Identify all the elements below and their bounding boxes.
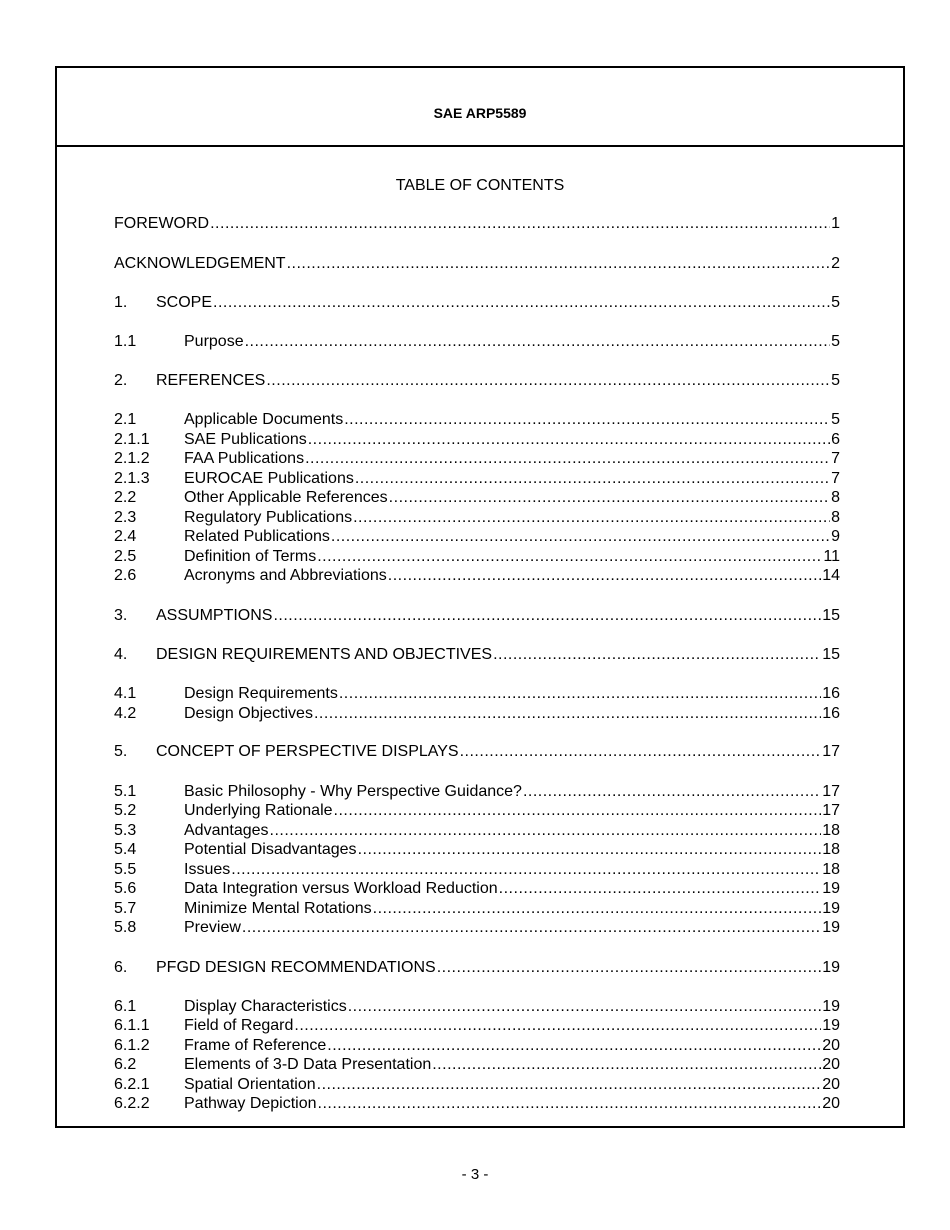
toc-entry-title: FOREWORD	[114, 215, 210, 232]
toc-entry-page: 9	[831, 528, 840, 545]
toc-entry-number: 6.2	[114, 1056, 137, 1073]
toc-title: TABLE OF CONTENTS	[395, 177, 565, 194]
toc-entry[interactable]	[114, 997, 840, 1017]
toc-entry-page: 8	[831, 489, 840, 506]
toc-entry[interactable]	[114, 1036, 840, 1056]
dot-leader	[317, 1075, 822, 1095]
toc-entry[interactable]	[114, 469, 840, 489]
toc-entry-title: PFGD DESIGN RECOMMENDATIONS	[156, 959, 436, 976]
toc-entry-title: Basic Philosophy - Why Perspective Guidance?	[184, 783, 522, 800]
toc-entry-number: 6.1.1	[114, 1017, 150, 1034]
toc-entry-title: Related Publications	[184, 528, 330, 545]
toc-entry-page: 20	[822, 1076, 840, 1093]
toc-entry-title: Definition of Terms	[184, 548, 317, 565]
toc-entry[interactable]	[114, 684, 840, 704]
dot-leader	[460, 742, 822, 762]
toc-entry-page: 19	[822, 919, 840, 936]
dot-leader	[432, 1055, 821, 1075]
toc-entry-page: 1	[831, 215, 840, 232]
toc-entry-title: Other Applicable References	[184, 489, 388, 506]
toc-entry[interactable]	[114, 1075, 840, 1095]
dot-leader	[353, 508, 830, 528]
dot-leader	[499, 879, 822, 899]
toc-entry-page: 18	[822, 841, 840, 858]
dot-leader	[314, 704, 821, 724]
toc-entry-number: 5.6	[114, 880, 137, 897]
toc-entry[interactable]	[114, 430, 840, 450]
toc-entry-number: 2.1.3	[114, 470, 150, 487]
dot-leader	[523, 782, 821, 802]
toc-entry-title: CONCEPT OF PERSPECTIVE DISPLAYS	[156, 743, 459, 760]
toc-entry-page: 18	[822, 822, 840, 839]
toc-entry[interactable]	[114, 449, 840, 469]
toc-entry-title: Advantages	[184, 822, 269, 839]
toc-entry-title: REFERENCES	[156, 372, 266, 389]
toc-entry-number: 1.1	[114, 333, 137, 350]
toc-entry-number: 2.1	[114, 411, 137, 428]
toc-entry-title: ACKNOWLEDGEMENT	[114, 255, 286, 272]
toc-entry[interactable]	[114, 860, 840, 880]
toc-entry-number: 5.4	[114, 841, 137, 858]
toc-entry-page: 5	[831, 372, 840, 389]
toc-entry-title: Frame of Reference	[184, 1037, 327, 1054]
toc-entry-number: 5.7	[114, 900, 137, 917]
toc-entry-page: 15	[822, 607, 840, 624]
toc-entry[interactable]	[114, 742, 840, 762]
toc-entry-title: Purpose	[184, 333, 244, 350]
toc-entry-page: 5	[831, 294, 840, 311]
toc-entry[interactable]	[114, 371, 840, 391]
toc-entry-number: 6.1.2	[114, 1037, 150, 1054]
toc-entry-title: Potential Disadvantages	[184, 841, 357, 858]
toc-entry-page: 18	[822, 861, 840, 878]
dot-leader	[493, 645, 821, 665]
toc-entry-page: 17	[822, 802, 840, 819]
toc-entry[interactable]	[114, 704, 840, 724]
toc-entry[interactable]	[114, 899, 840, 919]
dot-leader	[331, 527, 830, 547]
toc-entry-page: 20	[822, 1037, 840, 1054]
toc-entry[interactable]	[114, 821, 840, 841]
toc-entry-page: 17	[822, 743, 840, 760]
toc-entry-title: Preview	[184, 919, 241, 936]
toc-entry-number: 5.2	[114, 802, 137, 819]
toc-entry-page: 15	[822, 646, 840, 663]
dot-leader	[318, 1094, 822, 1114]
header-box	[57, 68, 903, 147]
toc-entry-title: Elements of 3-D Data Presentation	[184, 1056, 432, 1073]
dot-leader	[317, 547, 822, 567]
dot-leader	[355, 469, 830, 489]
toc-entry-page: 20	[822, 1095, 840, 1112]
toc-entry[interactable]	[114, 332, 840, 352]
toc-entry-number: 4.1	[114, 685, 137, 702]
toc-entry-number: 6.2.2	[114, 1095, 150, 1112]
toc-entry-number: 2.1.1	[114, 431, 150, 448]
dot-leader	[327, 1036, 821, 1056]
dot-leader	[334, 801, 822, 821]
dot-leader	[231, 860, 821, 880]
toc-entry-number: 3.	[114, 607, 128, 624]
toc-entry-number: 5.8	[114, 919, 137, 936]
dot-leader	[294, 1016, 821, 1036]
toc-entry-title: Issues	[184, 861, 231, 878]
dot-leader	[210, 214, 830, 234]
dot-leader	[270, 821, 822, 841]
toc-entry[interactable]	[114, 254, 840, 274]
toc-entry-page: 8	[831, 509, 840, 526]
dot-leader	[305, 449, 830, 469]
page-number: - 3 -	[461, 1166, 489, 1183]
toc-entry[interactable]	[114, 958, 840, 978]
toc-entry-title: Applicable Documents	[184, 411, 344, 428]
dot-leader	[273, 606, 821, 626]
dot-leader	[245, 332, 831, 352]
toc-entry[interactable]	[114, 1016, 840, 1036]
toc-entry-number: 2.1.2	[114, 450, 150, 467]
toc-entry-page: 19	[822, 959, 840, 976]
toc-entry[interactable]	[114, 606, 840, 626]
toc-entry-title: Acronyms and Abbreviations	[184, 567, 387, 584]
toc-entry[interactable]	[114, 410, 840, 430]
toc-entry-title: ASSUMPTIONS	[156, 607, 273, 624]
toc-entry-number: 2.2	[114, 489, 137, 506]
toc-entry-number: 6.1	[114, 998, 137, 1015]
toc-entry-number: 4.	[114, 646, 128, 663]
toc-entry-page: 7	[831, 470, 840, 487]
toc-entry-page: 20	[822, 1056, 840, 1073]
toc-entry[interactable]	[114, 508, 840, 528]
dot-leader	[308, 430, 830, 450]
toc-entry-number: 2.5	[114, 548, 137, 565]
dot-leader	[344, 410, 830, 430]
toc-entry-number: 2.3	[114, 509, 137, 526]
page-frame	[55, 66, 905, 1128]
toc-entry-number: 6.2.1	[114, 1076, 150, 1093]
toc-entry-page: 16	[822, 685, 840, 702]
toc-entry[interactable]	[114, 1094, 840, 1114]
toc-entry-title: Spatial Orientation	[184, 1076, 316, 1093]
toc-entry-number: 5.3	[114, 822, 137, 839]
toc-entry[interactable]	[114, 645, 840, 665]
toc-entry-page: 2	[831, 255, 840, 272]
toc-entry-number: 5.5	[114, 861, 137, 878]
toc-entry[interactable]	[114, 527, 840, 547]
dot-leader	[266, 371, 830, 391]
toc-entry-title: Display Characteristics	[184, 998, 347, 1015]
toc-entry-page: 5	[831, 411, 840, 428]
toc-entry-page: 5	[831, 333, 840, 350]
toc-entry-page: 6	[831, 431, 840, 448]
toc-entry-page: 19	[822, 998, 840, 1015]
toc-entry[interactable]	[114, 293, 840, 313]
toc-entry[interactable]	[114, 1055, 840, 1075]
toc-entry[interactable]	[114, 547, 840, 567]
toc-entry-page: 19	[822, 1017, 840, 1034]
toc-entry-page: 17	[822, 783, 840, 800]
toc-entry[interactable]	[114, 566, 840, 586]
toc-entry-title: Pathway Depiction	[184, 1095, 317, 1112]
toc-entry-number: 6.	[114, 959, 128, 976]
dot-leader	[213, 293, 830, 313]
toc-entry[interactable]	[114, 488, 840, 508]
toc-entry-title: Regulatory Publications	[184, 509, 353, 526]
toc-entry-number: 4.2	[114, 705, 137, 722]
toc-entry-page: 19	[822, 880, 840, 897]
toc-entry-number: 5.	[114, 743, 128, 760]
dot-leader	[389, 488, 830, 508]
toc-entry-page: 7	[831, 450, 840, 467]
toc-entry[interactable]	[114, 840, 840, 860]
toc-entry-title: EUROCAE Publications	[184, 470, 354, 487]
toc-entry-title: SCOPE	[156, 294, 213, 311]
toc-entry-number: 1.	[114, 294, 128, 311]
toc-entry-number: 2.4	[114, 528, 137, 545]
dot-leader	[348, 997, 821, 1017]
dot-leader	[287, 254, 831, 274]
toc-entry-page: 16	[822, 705, 840, 722]
toc-entry-title: Underlying Rationale	[184, 802, 333, 819]
toc-entry-title: Data Integration versus Workload Reduction	[184, 880, 498, 897]
toc-entry-title: FAA Publications	[184, 450, 305, 467]
toc-entry-page: 11	[823, 548, 840, 565]
toc-entry-title: Design Objectives	[184, 705, 313, 722]
toc-entry[interactable]	[114, 918, 840, 938]
dot-leader	[388, 566, 821, 586]
toc-entry-title: Minimize Mental Rotations	[184, 900, 372, 917]
document-id: SAE ARP5589	[433, 105, 527, 121]
toc-entry[interactable]	[114, 879, 840, 899]
toc-entry[interactable]	[114, 782, 840, 802]
dot-leader	[373, 899, 822, 919]
toc-entry-number: 5.1	[114, 783, 137, 800]
toc-entry-title: Design Requirements	[184, 685, 338, 702]
toc-entry-number: 2.	[114, 372, 128, 389]
dot-leader	[437, 958, 821, 978]
toc-entry[interactable]	[114, 801, 840, 821]
toc-entry-title: DESIGN REQUIREMENTS AND OBJECTIVES	[156, 646, 493, 663]
toc-entry-title: Field of Regard	[184, 1017, 294, 1034]
dot-leader	[358, 840, 822, 860]
toc-entry-title: SAE Publications	[184, 431, 307, 448]
dot-leader	[242, 918, 821, 938]
toc-entry-number: 2.6	[114, 567, 137, 584]
toc-entry[interactable]	[114, 214, 840, 234]
toc-entry-page: 19	[822, 900, 840, 917]
dot-leader	[339, 684, 821, 704]
toc-entry-page: 14	[822, 567, 840, 584]
